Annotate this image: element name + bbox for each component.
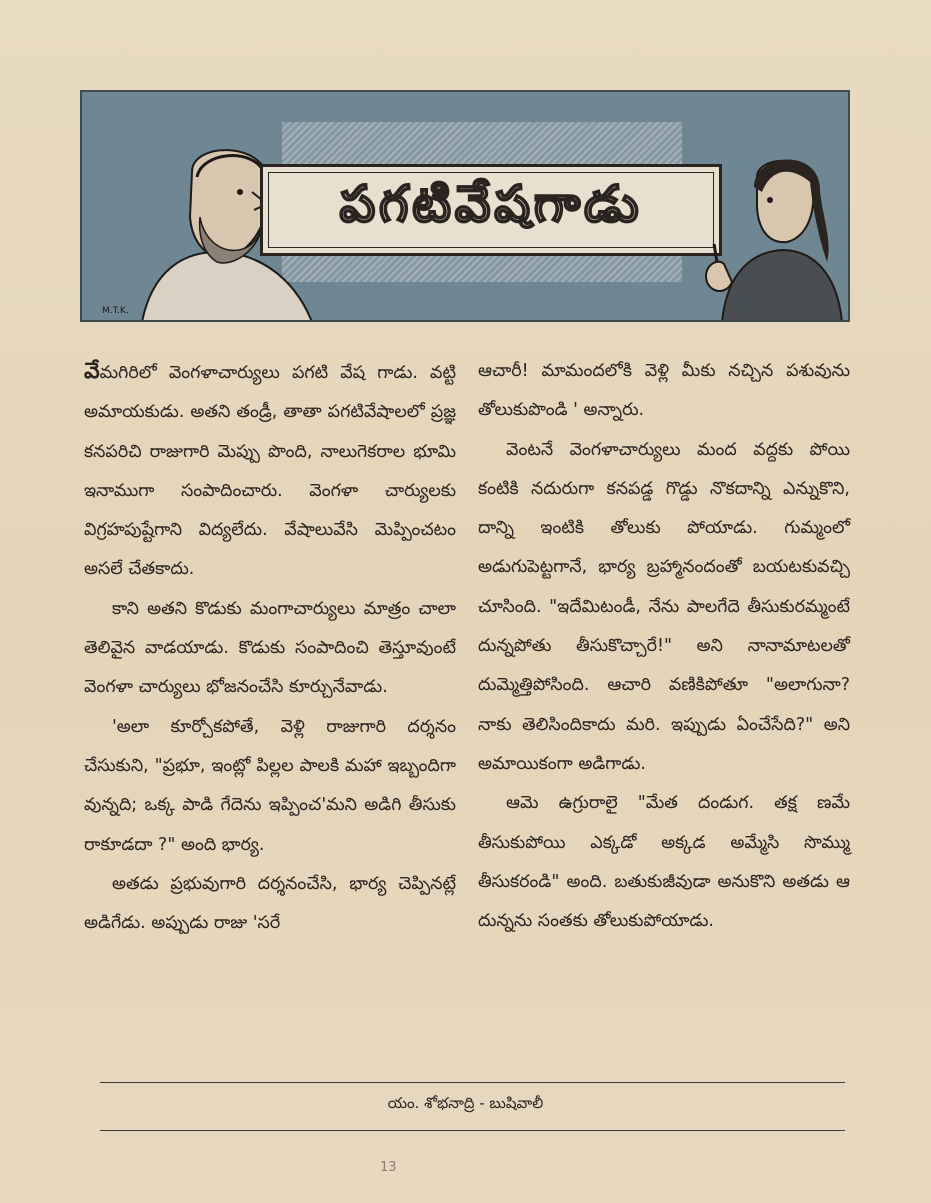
paragraph-6: వెంటనే వెంగళాచార్యులు మంద వద్దకు పోయి కంటికి నదురుగా కనపడ్డ గొడ్డు నొకదాన్ని ఎన్నుకొని, దాన్ని ఇంటికి తోలుకు పోయాడు. గుమ్మంలో అడుగుపెట్టగానే, భార్య బ్రహ్మానందంతో బయటకువచ్చి చూసింది. "ఇదేమిటండీ, నేను పాలగేదె తీసుకురమ్మంటే దున్నపోతు తీసుకొచ్చారే!" అని నానామాటలతో దుమ్మెత్తిపోసింది. ఆచారి వణికిపోతూ "అలాగునా? నాకు తెలిసిందికాదు మరి. ఇప్పుడు ఏంచేసేది?" అని అమాయికంగా అడిగాడు. <box>478 439 850 774</box>
paragraph-2: కాని అతని కొడుకు మంగాచార్యులు మాత్రం చాలా తెలివైన వాడయాడు. కొడుకు సంపాదించి తెస్తూవుంటే వెంగళా చార్యులు భోజనంచేసి కూర్చునేవాడు. <box>84 598 456 698</box>
footer-rule-bottom <box>100 1130 845 1131</box>
woman-illustration <box>662 132 850 322</box>
artist-signature: M.T.K. <box>102 306 129 316</box>
title-box <box>260 164 722 256</box>
footer-rule-top <box>100 1082 845 1083</box>
paragraph-5: ఆచారీ! మామందలోకి వెళ్లి మీకు నచ్చిన పశువును తోలుకుపొండి ' అన్నారు. <box>478 361 850 421</box>
right-column <box>478 352 850 941</box>
paragraph-7: ఆమె ఉగ్రురాలై "మేత దండుగ. తక్ష ణమే తీసుకుపోయి ఎక్కడో అక్కడ అమ్మేసి సొమ్ము తీసుకరండి" అంది. బతుకుజీవుడా అనుకొని అతడు ఆ దున్నను సంతకు తోలుకుపోయాడు. <box>478 793 850 932</box>
paragraph-4: అతడు ప్రభువుగారి దర్శనంచేసి, భార్య చెప్పినట్లే అడిగేడు. అప్పుడు రాజు 'సరే <box>84 873 456 934</box>
story-title: పగటివేషగాడు <box>339 174 643 233</box>
page-number: 13 <box>380 1160 397 1175</box>
left-column <box>84 352 456 943</box>
paragraph-text: మగిరిలో వెంగళాచార్యులు పగటి వేష గాడు. వట్టి అమాయకుడు. అతని తండ్రీ, తాతా పగటివేషాలలో ప్రజ్ఞ కనపరిచి రాజుగారి మెప్పు పొంది, నాలుగెకరాల భూమి ఇనాముగా సంపాదించారు. వెంగళా చార్యులకు విగ్రహపుష్టేగాని విద్యలేదు. వేషాలువేసి మెప్పించటం అసలే చేతకాదు. <box>84 363 456 580</box>
drop-cap: వే <box>84 359 100 384</box>
illustrated-banner <box>80 90 850 322</box>
paragraph-3: 'అలా కూర్చోకపోతే, వెళ్లి రాజుగారి దర్శనం చేసుకుని, "ప్రభూ, ఇంట్లో పిల్లల పాలకి మహా ఇబ్బందిగా వున్నది; ఒక్క పాడి గేదెను ఇప్పించ'మని అడిగి తీసుకు రాకూడదా ?" అంది భార్య. <box>84 716 456 855</box>
paragraph-1 <box>84 352 456 590</box>
author-credit: యం. శోభనాద్రి - బుషివాలీ <box>387 1094 544 1112</box>
